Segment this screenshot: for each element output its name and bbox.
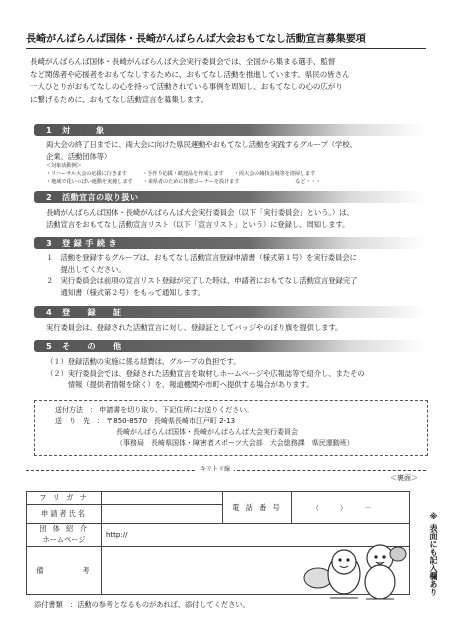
attachment-note: 添付書類 ：活動の参考となるものがあれば、添付してください。	[34, 600, 250, 609]
section-number: 3	[46, 238, 52, 248]
furigana-label: フ リ ガ ナ	[27, 492, 102, 505]
section-5-body	[46, 356, 364, 391]
body-line: ２ 実行委員会は前項の宣言リスト登録が完了した時は、申請者におもてなし活動宣言登録完了	[46, 276, 358, 285]
organization-name: 長崎がんばらんば国体・長崎がんばらんば大会実行委員会	[116, 428, 298, 436]
group-intro-label: 団 体 紹 介	[27, 524, 102, 535]
phone-label: 電 話 番 号	[223, 492, 292, 524]
body-line: 活動宣言をおもてなし活動宣言リスト（以下「宣言リスト」という）に登録し、周知します。	[46, 219, 350, 229]
section-4-body	[46, 322, 342, 334]
homepage-label: ホームページ	[27, 535, 102, 547]
example-line: ・リハーサル大会の応援に行きます ・手作り応援・歓迎品を作成します ・両大会の競技会場等を清掃します	[46, 170, 316, 177]
section-title: 登 録 証	[62, 307, 122, 317]
applicant-name-label: 申請者氏名	[27, 505, 102, 524]
section-2-body	[46, 207, 354, 230]
method-text: 申請書を切り取り、下記住所にお送りください。	[99, 406, 254, 414]
phone-field[interactable]: （ ） －	[292, 492, 410, 524]
section-number: 1	[46, 125, 52, 135]
body-line: 情報（提供者情報を除く）を、報道機関や市町へ提供する場合があります。	[46, 380, 314, 389]
body-line: 実行委員会は、登録された活動宣言に対し、登録証としてバッジやのぼり旗を提供します。	[46, 323, 343, 332]
body-line: （１）登録活動の実施に係る経費は、グループの負担です。	[46, 357, 241, 366]
side-note: ※ 表面にも記入欄あり	[429, 512, 438, 596]
intro-line: 長崎がんばらんば国体・長崎がんばらんば大会実行委員会では、全国から集まる選手、監督	[30, 57, 336, 66]
intro-line: 一人ひとりがおもてなしの心を持って活動されている事例を周知し、おもてなしの心の広がり	[30, 82, 343, 92]
section-4-header	[34, 306, 426, 318]
section-5-header	[34, 340, 426, 352]
mascot-illustration	[300, 540, 410, 602]
section-number: 4	[46, 307, 52, 317]
section-title: 対 象	[62, 125, 105, 135]
remarks-label: 備 考	[27, 547, 102, 595]
body-line: 企業、活動団体等）	[46, 151, 112, 161]
office-name: （事務局 長崎県国体・障害者スポーツ大会部 大会総務課 県民運動班）	[116, 439, 354, 447]
applicant-name-field[interactable]	[102, 505, 223, 524]
submission-info-box	[34, 400, 428, 456]
intro-line: など関係者や応援者をおもてなしするために、おもてなし活動を推進しています。県民の皆さん	[30, 69, 350, 79]
furigana-field[interactable]	[102, 492, 223, 505]
section-number: 5	[46, 341, 52, 351]
section-3-body	[46, 252, 357, 298]
examples-label: ＜対象活動例＞	[46, 163, 82, 169]
section-title: 活動宣言の取り扱い	[62, 192, 139, 202]
address-text: 〒850-8570 長崎県長崎市江戸町 2-13	[106, 417, 236, 425]
section-2-header	[34, 191, 426, 203]
section-1-header	[34, 124, 426, 136]
destination-label: 送 り 先 ：	[55, 417, 104, 425]
body-line: 提出してください。	[46, 264, 126, 274]
intro-line: に繋げるために、おもてなし活動宣言を募集します。	[30, 94, 209, 104]
back-side-label: ＜裏面＞	[390, 474, 418, 482]
examples-block	[46, 163, 321, 186]
section-title: 登 録 手 続 き	[62, 238, 118, 248]
method-label: 送付方法 ：	[55, 406, 97, 414]
title-underline	[26, 48, 426, 49]
body-line: 長崎がんばらんば国体・長崎がんばらんば大会実行委員会（以下「実行委員会」という。）は、	[46, 208, 354, 217]
section-1-body	[46, 139, 357, 162]
intro-paragraph	[30, 56, 428, 106]
body-line: （２）実行委員会では、登録された活動宣言を取材しホームページや広報誌等で紹介し、またその	[46, 368, 365, 378]
example-line: ・地域で花いっぱい運動を実施します ・来県者のために休憩コーナーを設けます など・・・	[46, 178, 321, 185]
document-title: 長崎がんばらんば国体・長崎がんばらんば大会おもてなし活動宣言募集要項	[26, 34, 366, 45]
section-title: そ の 他	[62, 341, 122, 351]
body-line: 通知書（様式第２号）をもって通知します。	[46, 287, 205, 297]
http-prefix: http://	[106, 531, 128, 539]
section-3-header	[34, 237, 426, 249]
cut-line-label: キリトリ線	[196, 464, 234, 473]
body-line: １ 活動を登録するグループは、おもてなし活動宣言登録申請書（様式第１号）を実行委員会に	[46, 253, 357, 262]
body-line: 両大会の終了日までに、両大会に向けた県民運動やおもてなし活動を実践するグループ（学校、	[46, 140, 357, 149]
section-number: 2	[46, 192, 52, 202]
